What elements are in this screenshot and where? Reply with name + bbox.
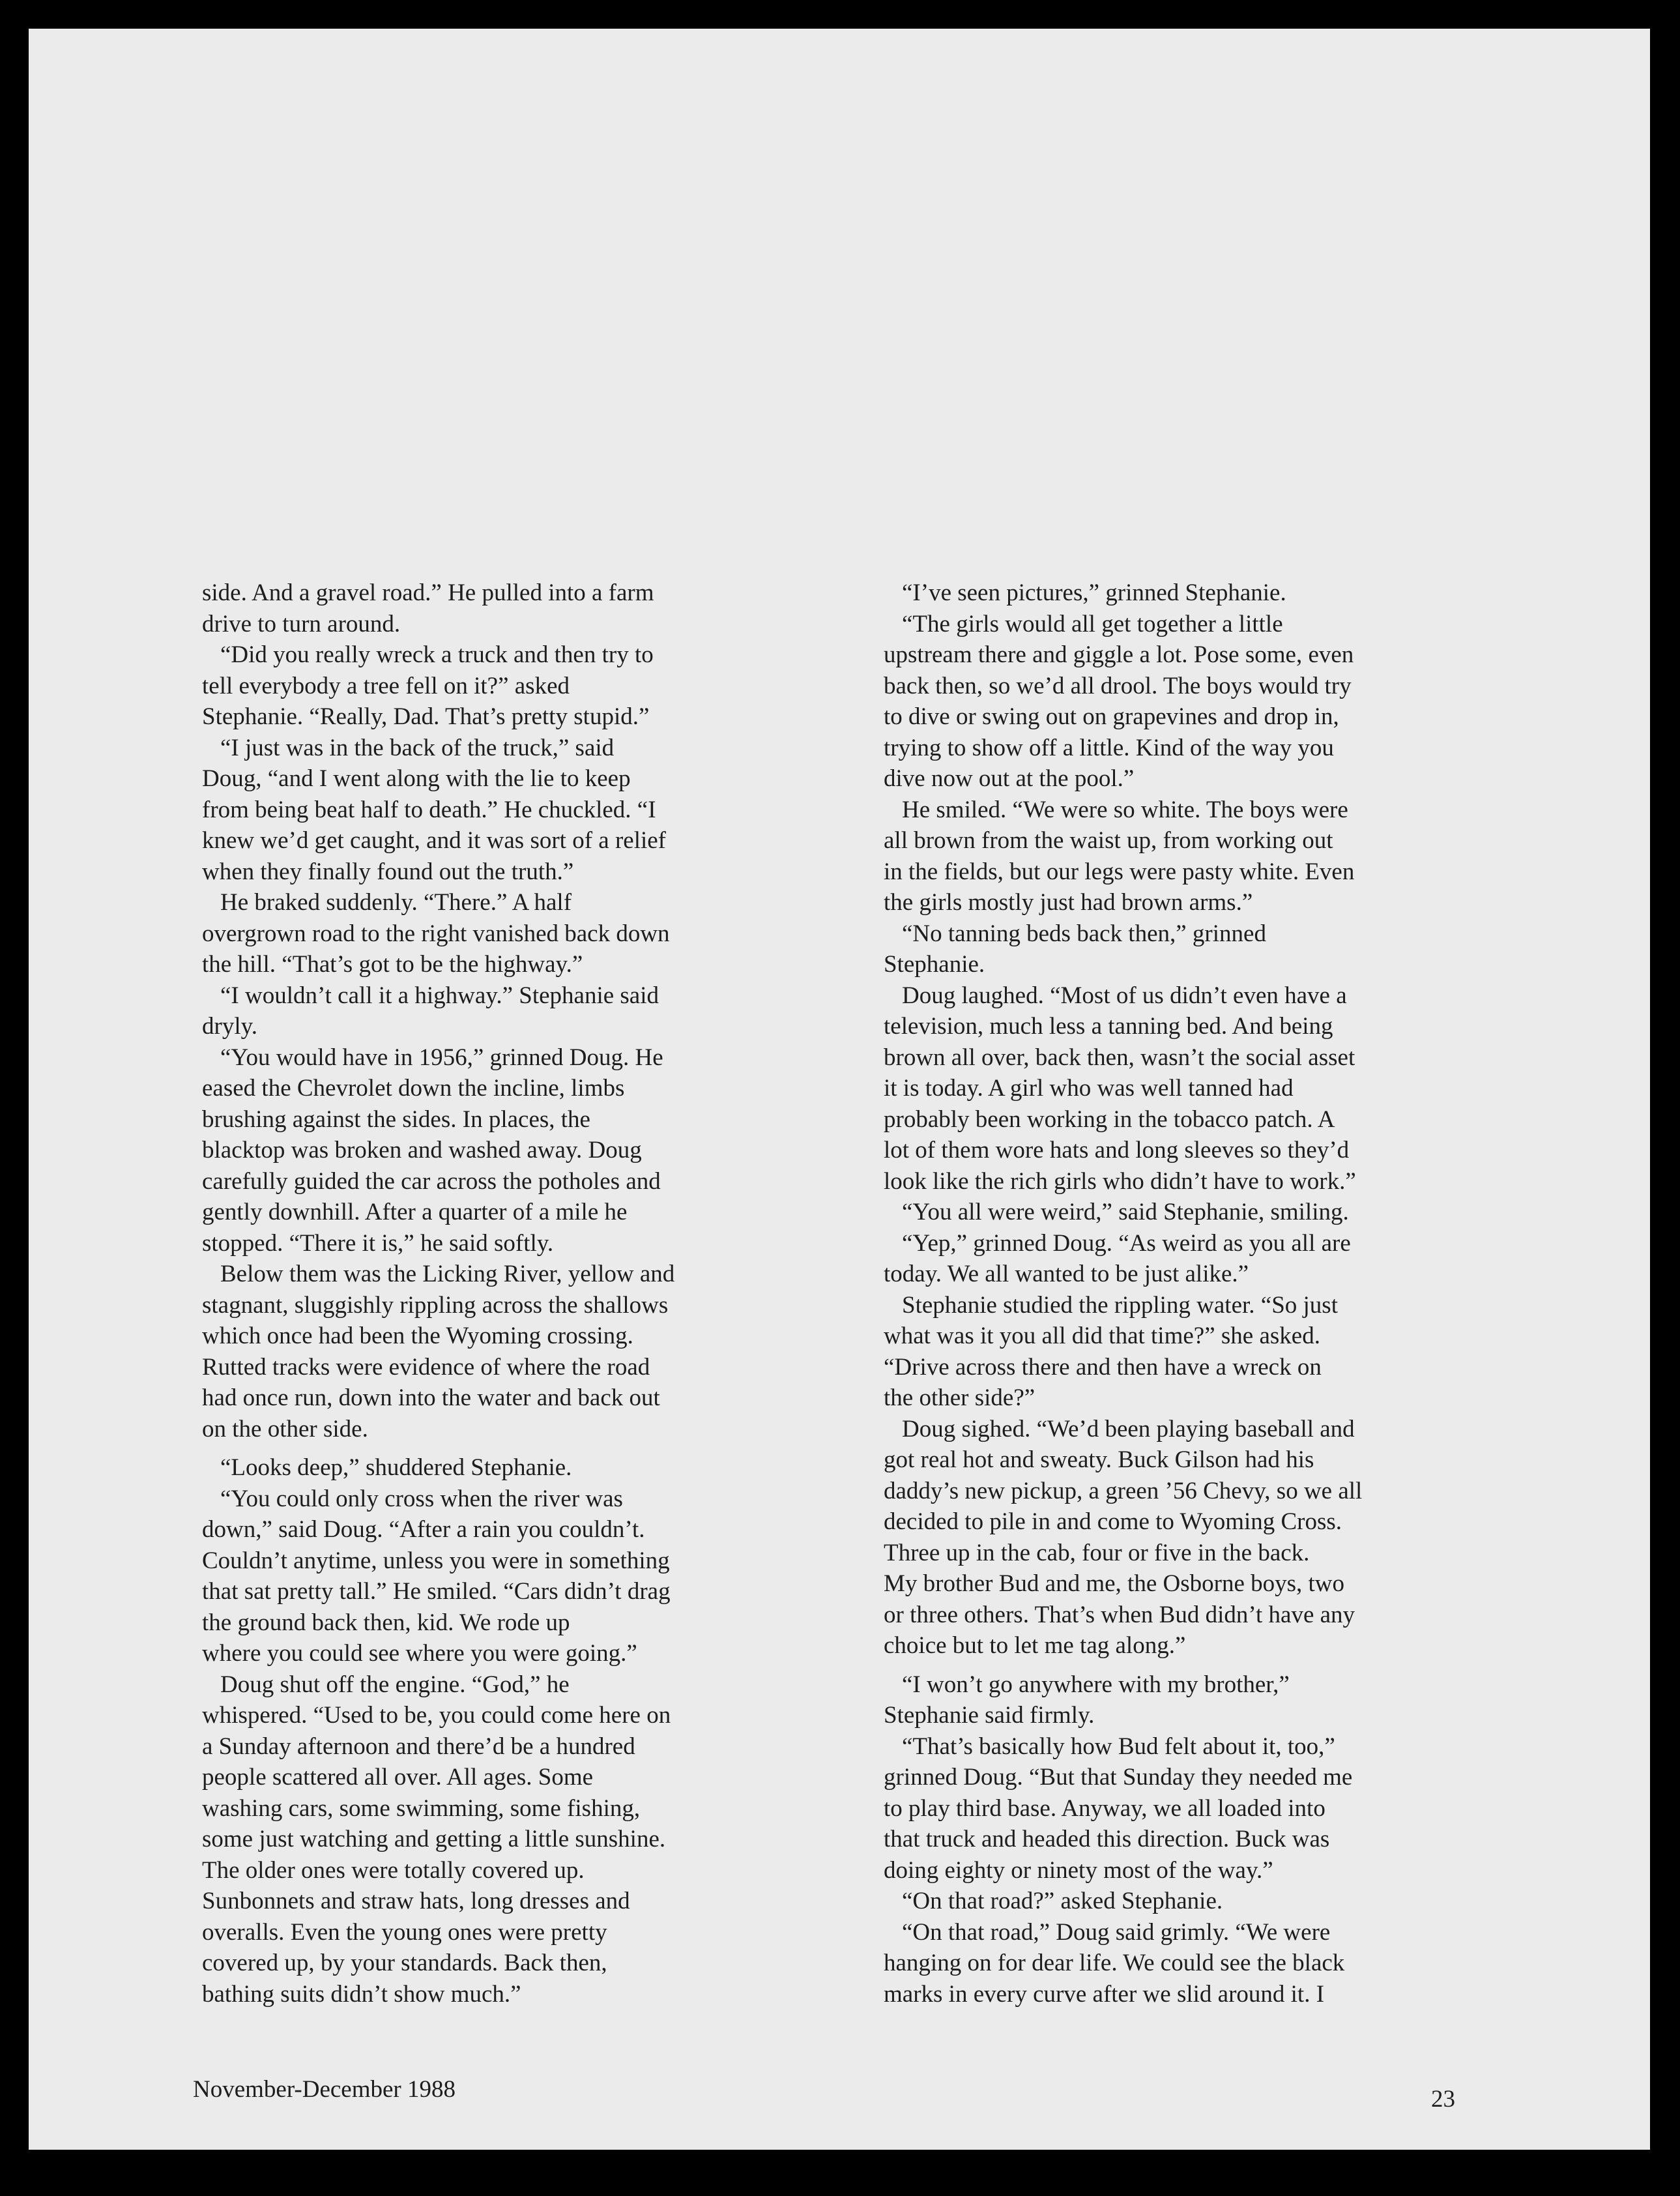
text-line: “I won’t go anywhere with my brother,”: [902, 1671, 1290, 1698]
text-line: knew we’d get caught, and it was sort of a relief: [202, 827, 666, 854]
text-line: marks in every curve after we slid around it. I: [884, 1980, 1325, 2008]
paragraph: [202, 980, 828, 1042]
paragraph: [884, 1731, 1509, 1886]
text-line: Stephanie.: [884, 951, 985, 978]
text-line: carefully guided the car across the potholes and: [202, 1167, 661, 1195]
text-line: decided to pile in and come to Wyoming Cross.: [884, 1508, 1342, 1535]
text-line: “Drive across there and then have a wreck on: [884, 1353, 1322, 1381]
text-line: brown all over, back then, wasn’t the social asset: [884, 1044, 1355, 1071]
text-line: today. We all wanted to be just alike.”: [884, 1261, 1249, 1287]
text-line: Doug, “and I went along with the lie to keep: [202, 765, 631, 792]
text-line: on the other side.: [202, 1415, 368, 1442]
text-line: stagnant, sluggishly rippling across the shallows: [202, 1291, 669, 1319]
text-line: Doug laughed. “Most of us didn’t even have a: [902, 982, 1347, 1009]
text-line: brushing against the sides. In places, the: [202, 1105, 590, 1133]
right-column: [884, 578, 1509, 2010]
text-line: tell everybody a tree fell on it?” asked: [202, 672, 570, 699]
paragraph: [202, 1259, 828, 1444]
text-line: the other side?”: [884, 1384, 1036, 1411]
text-line: The older ones were totally covered up.: [202, 1856, 585, 1884]
text-line: the hill. “That’s got to be the highway.”: [202, 951, 583, 978]
text-line: Sunbonnets and straw hats, long dresses and: [202, 1888, 630, 1914]
page-number: 23: [1431, 2086, 1455, 2113]
text-line: Below them was the Licking River, yellow and: [220, 1261, 675, 1287]
issue-date: November-December 1988: [193, 2076, 456, 2103]
text-line: had once run, down into the water and back out: [202, 1384, 660, 1411]
text-line: the girls mostly just had brown arms.”: [884, 889, 1253, 916]
text-line: Stephanie said firmly.: [884, 1702, 1095, 1729]
paragraph: [884, 795, 1509, 918]
text-line: stopped. “There it is,” he said softly.: [202, 1229, 554, 1257]
paragraph: [884, 1197, 1509, 1228]
text-line: grinned Doug. “But that Sunday they needed me: [884, 1764, 1353, 1791]
text-line: overalls. Even the young ones were pretty: [202, 1918, 607, 1946]
text-line: the ground back then, kid. We rode up: [202, 1609, 570, 1636]
text-line: to dive or swing out on grapevines and drop in,: [884, 703, 1339, 730]
text-line: probably been working in the tobacco patch. A: [884, 1105, 1335, 1133]
paragraph: [202, 733, 828, 888]
text-line: whispered. “Used to be, you could come here on: [202, 1702, 671, 1729]
text-line: when they finally found out the truth.”: [202, 858, 574, 885]
text-line: some just watching and getting a little sunshine.: [202, 1826, 666, 1852]
text-line: “No tanning beds back then,” grinned: [902, 920, 1266, 947]
text-line: gently downhill. After a quarter of a mile he: [202, 1199, 628, 1225]
text-line: from being beat half to death.” He chuckled. “I: [202, 796, 656, 823]
text-line: “Yep,” grinned Doug. “As weird as you all are: [902, 1229, 1351, 1257]
paragraph: [884, 1669, 1509, 1731]
paragraph: [202, 1669, 828, 2010]
text-line: doing eighty or ninety most of the way.”: [884, 1856, 1273, 1884]
text-line: that sat pretty tall.” He smiled. “Cars didn’t drag: [202, 1578, 671, 1605]
text-line: daddy’s new pickup, a green ’56 Chevy, so we all: [884, 1477, 1363, 1504]
paragraph: [884, 1290, 1509, 1414]
text-line: “That’s basically how Bud felt about it, too,”: [902, 1733, 1335, 1760]
text-line: look like the rich girls who didn’t have to work.”: [884, 1167, 1356, 1195]
text-line: Couldn’t anytime, unless you were in something: [202, 1547, 670, 1574]
text-line: Doug sighed. “We’d been playing baseball and: [902, 1415, 1355, 1442]
text-line: overgrown road to the right vanished back down: [202, 920, 670, 947]
text-line: dive now out at the pool.”: [884, 765, 1135, 792]
text-line: a Sunday afternoon and there’d be a hundred: [202, 1733, 635, 1760]
text-line: He braked suddenly. “There.” A half: [220, 889, 572, 916]
paragraph: [202, 578, 828, 639]
text-line: “You would have in 1956,” grinned Doug. He: [220, 1044, 663, 1071]
paragraph: [884, 609, 1509, 795]
text-line: people scattered all over. All ages. Some: [202, 1764, 594, 1791]
text-line: to play third base. Anyway, we all loaded into: [884, 1794, 1325, 1822]
text-line: bathing suits didn’t show much.”: [202, 1980, 521, 2008]
text-line: “The girls would all get together a little: [902, 610, 1283, 637]
text-line: “I’ve seen pictures,” grinned Stephanie.: [902, 579, 1286, 606]
paragraph: [202, 887, 828, 980]
text-line: “On that road?” asked Stephanie.: [902, 1888, 1223, 1914]
text-line: that truck and headed this direction. Buck was: [884, 1826, 1330, 1852]
text-line: “Did you really wreck a truck and then try to: [220, 641, 654, 668]
text-line: where you could see where you were going.”: [202, 1640, 637, 1667]
paragraph: [884, 1414, 1509, 1662]
text-line: in the fields, but our legs were pasty white. Even: [884, 858, 1355, 885]
text-line: blacktop was broken and washed away. Doug: [202, 1137, 642, 1164]
left-column: [202, 578, 828, 2010]
text-line: Doug shut off the engine. “God,” he: [220, 1671, 570, 1698]
text-line: My brother Bud and me, the Osborne boys, two: [884, 1570, 1345, 1597]
text-line: television, much less a tanning bed. And being: [884, 1013, 1333, 1040]
text-line: all brown from the waist up, from working out: [884, 827, 1333, 854]
text-line: “You all were weird,” said Stephanie, smiling.: [902, 1199, 1349, 1225]
text-line: Stephanie studied the rippling water. “So just: [902, 1291, 1338, 1319]
text-line: back then, so we’d all drool. The boys would try: [884, 672, 1352, 699]
text-line: it is today. A girl who was well tanned had: [884, 1075, 1294, 1102]
text-line: upstream there and giggle a lot. Pose some, even: [884, 641, 1354, 668]
text-line: He smiled. “We were so white. The boys were: [902, 796, 1348, 823]
paragraph: [202, 1452, 828, 1484]
text-line: what was it you all did that time?” she asked.: [884, 1323, 1320, 1349]
magazine-page: [29, 29, 1650, 2150]
text-line: “I wouldn’t call it a highway.” Stephanie said: [220, 982, 659, 1009]
text-line: side. And a gravel road.” He pulled into a farm: [202, 579, 654, 606]
paragraph: [884, 578, 1509, 609]
paragraph: [202, 639, 828, 733]
text-line: which once had been the Wyoming crossing.: [202, 1323, 633, 1349]
text-line: Three up in the cab, four or five in the back.: [884, 1539, 1310, 1566]
paragraph: [202, 1484, 828, 1669]
text-line: covered up, by your standards. Back then,: [202, 1950, 607, 1976]
text-line: down,” said Doug. “After a rain you couldn’t.: [202, 1516, 645, 1543]
text-line: or three others. That’s when Bud didn’t have any: [884, 1601, 1355, 1628]
text-line: lot of them wore hats and long sleeves so they’d: [884, 1137, 1350, 1164]
text-line: dryly.: [202, 1013, 257, 1040]
paragraph: [884, 1886, 1509, 1917]
paragraph: [884, 1228, 1509, 1290]
text-line: Stephanie. “Really, Dad. That’s pretty stupid.”: [202, 703, 650, 730]
text-line: “You could only cross when the river was: [220, 1485, 623, 1512]
text-line: drive to turn around.: [202, 610, 401, 637]
text-line: got real hot and sweaty. Buck Gilson had his: [884, 1446, 1314, 1473]
text-line: choice but to let me tag along.”: [884, 1632, 1186, 1659]
text-line: trying to show off a little. Kind of the way you: [884, 734, 1334, 761]
text-line: Rutted tracks were evidence of where the road: [202, 1353, 650, 1381]
paragraph: [884, 1917, 1509, 2010]
text-line: washing cars, some swimming, some fishing,: [202, 1794, 641, 1822]
text-line: “Looks deep,” shuddered Stephanie.: [220, 1454, 572, 1481]
paragraph: [884, 918, 1509, 980]
paragraph: [202, 1042, 828, 1259]
text-line: eased the Chevrolet down the incline, limbs: [202, 1075, 625, 1102]
text-line: hanging on for dear life. We could see the black: [884, 1950, 1345, 1976]
paragraph: [884, 980, 1509, 1197]
text-line: “On that road,” Doug said grimly. “We were: [902, 1918, 1331, 1946]
text-line: “I just was in the back of the truck,” said: [220, 734, 615, 761]
